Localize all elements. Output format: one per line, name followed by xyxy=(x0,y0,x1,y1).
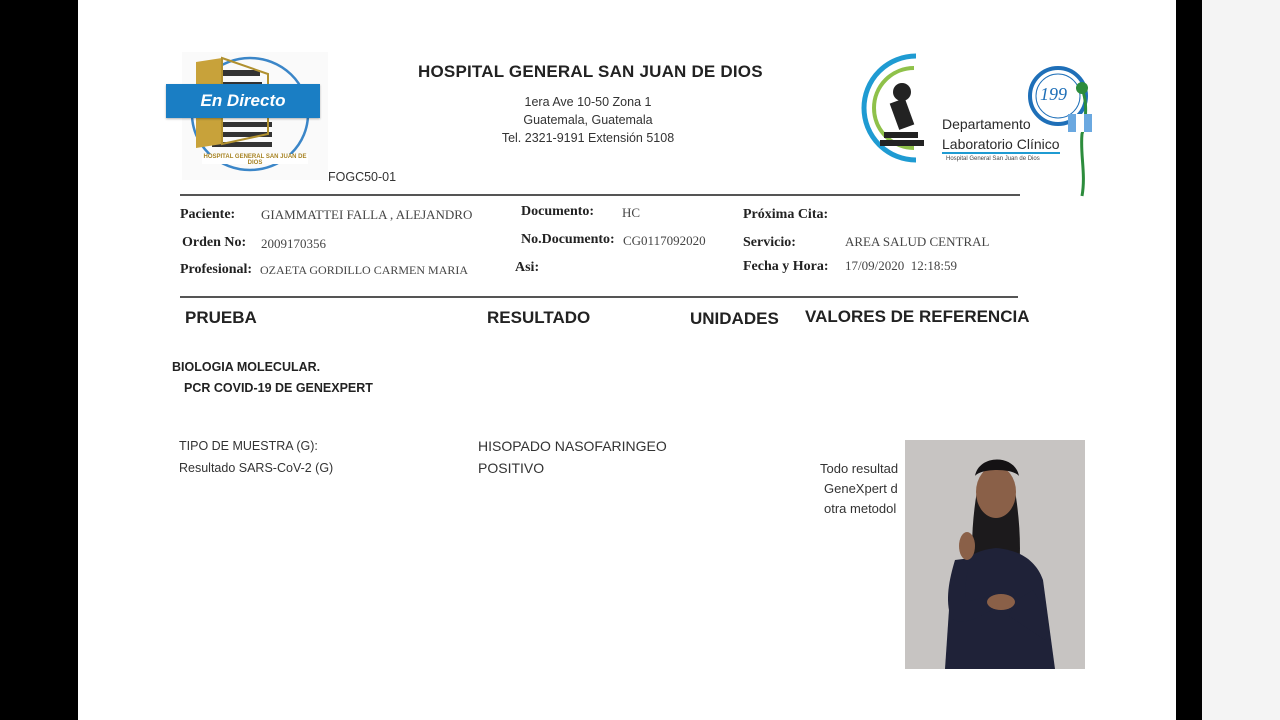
phone-line: Tel. 2321-9191 Extensión 5108 xyxy=(501,131,675,145)
orden-value: 2009170356 xyxy=(261,236,326,251)
reference-line: GeneXpert d xyxy=(824,481,898,496)
profesional-value: OZAETA GORDILLO CARMEN MARIA xyxy=(260,263,469,277)
hospital-name: HOSPITAL GENERAL SAN JUAN DE DIOS xyxy=(418,62,763,81)
address-line-1: 1era Ave 10-50 Zona 1 xyxy=(524,95,652,109)
result-name: TIPO DE MUESTRA (G): xyxy=(179,439,318,453)
logo-caption: HOSPITAL GENERAL SAN JUAN DE DIOS xyxy=(203,154,307,166)
documento-value: HC xyxy=(622,205,641,220)
nodocumento-label: No.Documento: xyxy=(521,232,615,247)
proxima-cita-label: Próxima Cita: xyxy=(743,207,829,222)
asi-label: Asi: xyxy=(515,260,540,275)
column-unidades: UNIDADES xyxy=(690,309,779,328)
header-divider xyxy=(180,194,1020,196)
document-page xyxy=(78,0,1176,720)
sign-language-interpreter-video xyxy=(905,440,1085,669)
column-prueba: PRUEBA xyxy=(185,308,257,327)
servicio-value: AREA SALUD CENTRAL xyxy=(845,234,990,249)
letterbox-right xyxy=(1202,0,1280,720)
anniversary-number: 199 xyxy=(1040,84,1067,104)
nodocumento-value: CG0117092020 xyxy=(623,233,706,248)
column-valores-referencia: VALORES DE REFERENCIA xyxy=(805,307,1030,326)
section-title: BIOLOGIA MOLECULAR. xyxy=(172,360,321,374)
orden-label: Orden No: xyxy=(182,235,247,250)
department-line-1: Departamento xyxy=(942,116,1031,132)
paciente-label: Paciente: xyxy=(180,207,236,222)
anniversary-seal xyxy=(1028,64,1094,200)
paciente-value: GIAMMATTEI FALLA , ALEJANDRO xyxy=(261,207,473,222)
department-line-2: Laboratorio Clínico xyxy=(942,136,1060,152)
result-value: POSITIVO xyxy=(478,460,545,476)
department-caption: Hospital General San Juan de Dios xyxy=(946,156,1040,162)
profesional-label: Profesional: xyxy=(180,262,253,277)
test-name: PCR COVID-19 DE GENEXPERT xyxy=(184,381,373,395)
fecha-label: Fecha y Hora: xyxy=(743,259,829,274)
address-line-2: Guatemala, Guatemala xyxy=(523,113,653,127)
reference-line: Todo resultad xyxy=(820,461,899,476)
form-code: FOGC50-01 xyxy=(328,170,397,184)
column-resultado: RESULTADO xyxy=(487,308,591,327)
live-badge: En Directo xyxy=(166,84,320,118)
result-name: Resultado SARS-CoV-2 (G) xyxy=(179,461,334,475)
servicio-label: Servicio: xyxy=(743,235,796,250)
result-value: HISOPADO NASOFARINGEO xyxy=(478,438,667,454)
fecha-value: 17/09/2020 12:18:59 xyxy=(845,258,957,273)
info-divider xyxy=(180,296,1018,298)
documento-label: Documento: xyxy=(521,204,595,219)
reference-line: otra metodol xyxy=(824,501,897,516)
